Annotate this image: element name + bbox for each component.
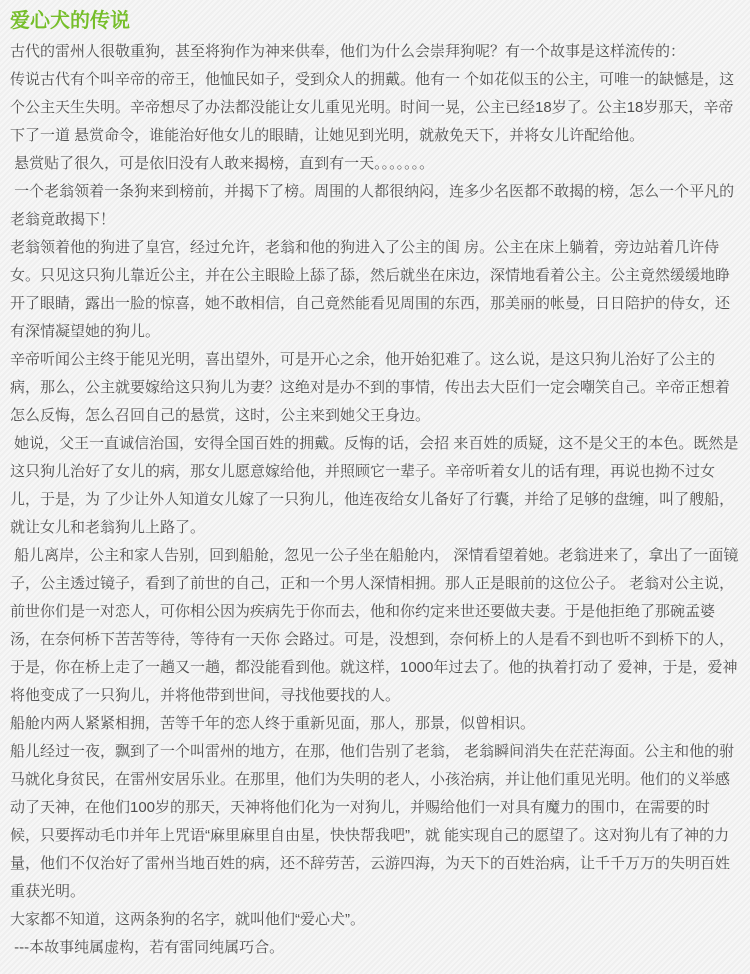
story-paragraph: 船舱内两人紧紧相拥，苦等千年的恋人终于重新见面，那人，那景，似曾相识。 xyxy=(10,715,536,732)
story-paragraph: 一个老翁领着一条狗来到榜前，并揭下了榜。周围的人都很纳闷，连多少名医都不敢揭的榜，怎么一个平凡的老翁竟敢揭下！ xyxy=(10,183,735,228)
story-paragraph: 悬赏贴了很久，可是依旧没有人敢来揭榜，直到有一天。。。。。。。 xyxy=(10,155,435,172)
page-title: 爱心犬的传说 xyxy=(10,10,130,32)
story-paragraph: 船儿离岸，公主和家人告别，回到船舱，忽见一公子坐在船舱内， 深情看望着她。老翁进来了，拿出了一面镜子，公主透过镜子，看到了前世的自己，正和一个男人深情相拥。那人正是眼前的这位公子。 老翁对公主说，前世你们是一对恋人，可你相公因为疾病先于你而去，他和你约定来世还要做夫妻。于是他拒绝了那碗孟婆汤，在奈何桥下苦苦等待，等待有一天你 会路过。可是，没想到，奈何桥上的人是看不到也听不到桥下的人，于是，你在桥上走了一趟又一趟，都没能看到他。就这样，1000年过去了。他的执着打动了 爱神，于是，爱神将他变成了一只狗儿，并将他带到世间，寻找他要找的人。 xyxy=(10,547,739,704)
story-paragraph: ---本故事纯属虚构，若有雷同纯属巧合。 xyxy=(10,939,285,956)
story-paragraph: 船儿经过一夜，飘到了一个叫雷州的地方，在那，他们告别了老翁， 老翁瞬间消失在茫茫海面。公主和他的驸马就化身贫民，在雷州安居乐业。在那里，他们为失明的老人，小孩治病，并让他们重见光明。他们的义举感动了天神，在他们100岁的那天，天神将他们化为一对狗儿，并赐给他们一对具有魔力的围巾，在需要的时候，只要挥动毛巾并年上咒语“麻里麻里自由星，快快帮我吧”，就 能实现自己的愿望了。这对狗儿有了神的力量，他们不仅治好了雷州当地百姓的病，还不辞劳苦，云游四海，为天下的百姓治病，让千千万万的失明百姓重获光明。 xyxy=(10,743,735,900)
story-paragraph: 她说，父王一直诚信治国，安得全国百姓的拥戴。反悔的话，会招 来百姓的质疑，这不是父王的本色。既然是这只狗儿治好了女儿的病，那女儿愿意嫁给他，并照顾它一辈子。辛帝听着女儿的话有理，再说也拗不过女儿，于是，为 了少让外人知道女儿嫁了一只狗儿，他连夜给女儿备好了行囊，并给了足够的盘缠，叫了艘船，就让女儿和老翁狗儿上路了。 xyxy=(10,435,739,536)
story-paragraph: 老翁领着他的狗进了皇宫，经过允许，老翁和他的狗进入了公主的闺 房。公主在床上躺着，旁边站着几许侍女。只见这只狗儿靠近公主，并在公主眼睑上舔了舔，然后就坐在床边，深情地看着公主。公主竟然缓缓地睁开了眼睛，露出一脸的惊喜，她不敢相信，自己竟然能看见周围的东西，那美丽的帐曼，日日陪护的侍女，还有深情凝望她的狗儿。 xyxy=(10,239,731,340)
story-paragraph: 大家都不知道，这两条狗的名字，就叫他们“爱心犬”。 xyxy=(10,911,365,928)
story-paragraph: 古代的雷州人很敬重狗，甚至将狗作为神来供奉，他们为什么会崇拜狗呢？有一个故事是这样流传的： xyxy=(10,43,686,60)
story-paragraph: 传说古代有个叫辛帝的帝王，他恤民如子，受到众人的拥戴。他有一 个如花似玉的公主，可唯一的缺憾是，这个公主天生失明。辛帝想尽了办法都没能让女儿重见光明。时间一晃，公主已经18岁了。公主18岁那天，辛帝下了一道 悬赏命令，谁能治好他女儿的眼睛，让她见到光明，就赦免天下，并将女儿许配给他。 xyxy=(10,71,735,144)
story-paragraph: 辛帝听闻公主终于能见光明，喜出望外，可是开心之余，他开始犯难了。这么说，是这只狗儿治好了公主的病，那么，公主就要嫁给这只狗儿为妻？这绝对是办不到的事情，传出去大臣们一定会嘲笑自己。辛帝正想着怎么反悔，怎么召回自己的悬赏，这时，公主来到她父王身边。 xyxy=(10,351,731,424)
